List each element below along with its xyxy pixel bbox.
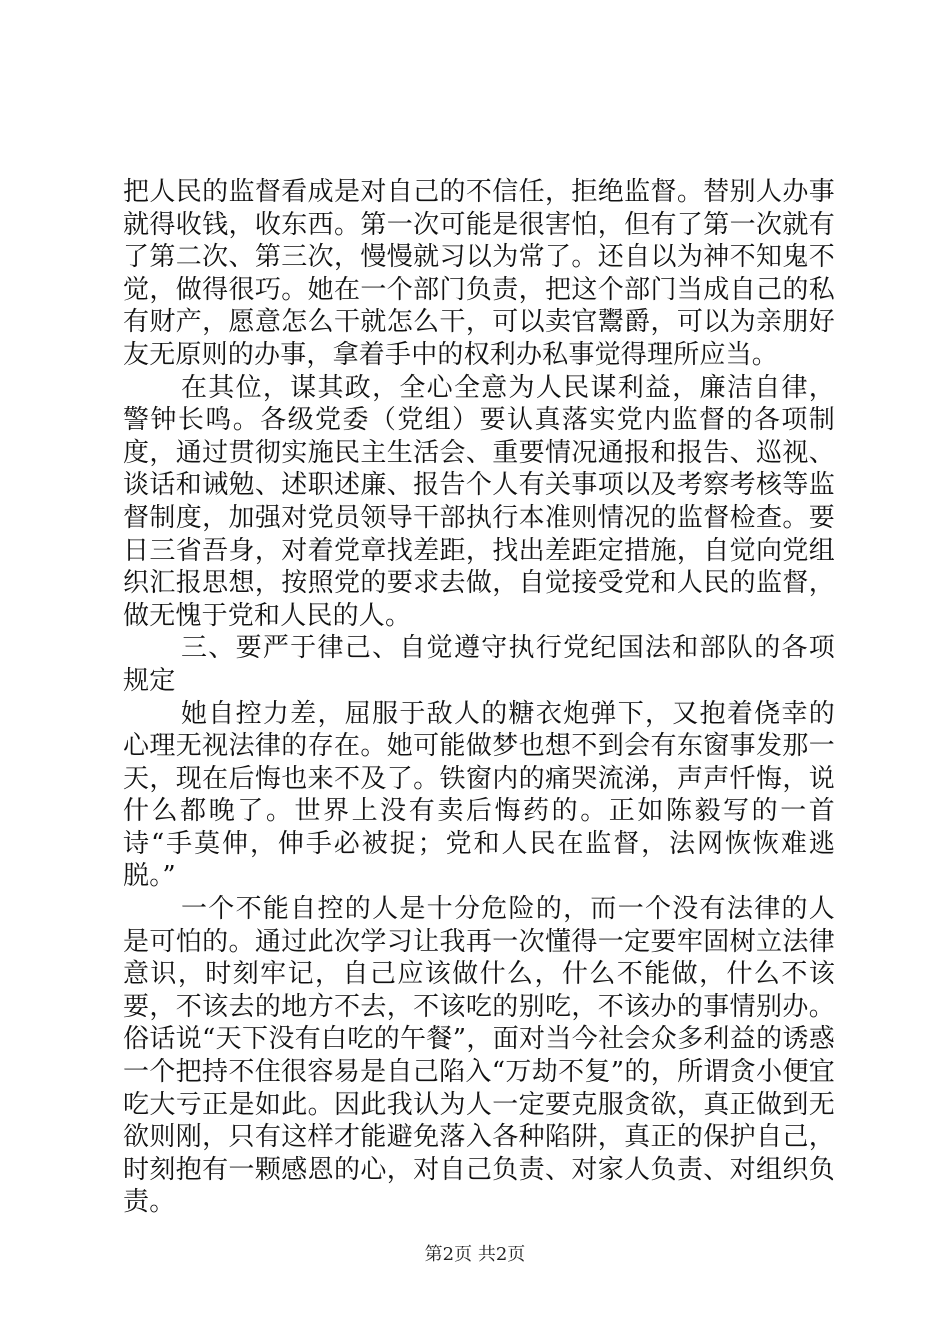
page-number-footer: 第2页 共2页	[424, 1244, 526, 1265]
paragraph: 她自控力差，屈服于敌人的糖衣炮弹下，又抱着侥幸的心理无视法律的存在。她可能做梦也想不到会有东窗事发那一天，现在后悔也来不及了。铁窗内的痛哭流涕，声声忏悔，说什么都晚了。世界上没有卖后悔药的。正如陈毅写的一首诗“手莫伸，伸手必被捉；党和人民在监督，法网恢恢难逃脱。”	[123, 698, 835, 892]
document-body	[123, 176, 835, 1219]
paragraph: 一个不能自控的人是十分危险的，而一个没有法律的人是可怕的。通过此次学习让我再一次懂得一定要牢固树立法律意识，时刻牢记，自己应该做什么，什么不能做，什么不该要，不该去的地方不去，不该吃的别吃，不该办的事情别办。俗话说“天下没有白吃的午餐”，面对当今社会众多利益的诱惑一个把持不住很容易是自己陷入“万劫不复”的，所谓贪小便宜吃大亏正是如此。因此我认为人一定要克服贪欲，真正做到无欲则刚，只有这样才能避免落入各种陷阱，真正的保护自己，时刻抱有一颗感恩的心，对自己负责、对家人负责、对组织负责。	[123, 894, 835, 1218]
section-heading: 三、要严于律己、自觉遵守执行党纪国法和部队的各项规定	[123, 633, 835, 696]
paragraph: 在其位，谋其政，全心全意为人民谋利益，廉洁自律，警钟长鸣。各级党委（党组）要认真落实党内监督的各项制度，通过贯彻实施民主生活会、重要情况通报和报告、巡视、谈话和诫勉、述职述廉、报告个人有关事项以及考察考核等监督制度，加强对党员领导干部执行本准则情况的监督检查。要日三省吾身，对着党章找差距，找出差距定措施，自觉向党组织汇报思想，按照党的要求去做，自觉接受党和人民的监督，做无愧于党和人民的人。	[123, 372, 835, 631]
paragraph-continuation: 把人民的监督看成是对自己的不信任，拒绝监督。替别人办事就得收钱，收东西。第一次可能是很害怕，但有了第一次就有了第二次、第三次，慢慢就习以为常了。还自以为神不知鬼不觉，做得很巧。她在一个部门负责，把这个部门当成自己的私有财产，愿意怎么干就怎么干，可以卖官鬻爵，可以为亲朋好友无原则的办事，拿着手中的权利办私事觉得理所应当。	[123, 177, 835, 370]
